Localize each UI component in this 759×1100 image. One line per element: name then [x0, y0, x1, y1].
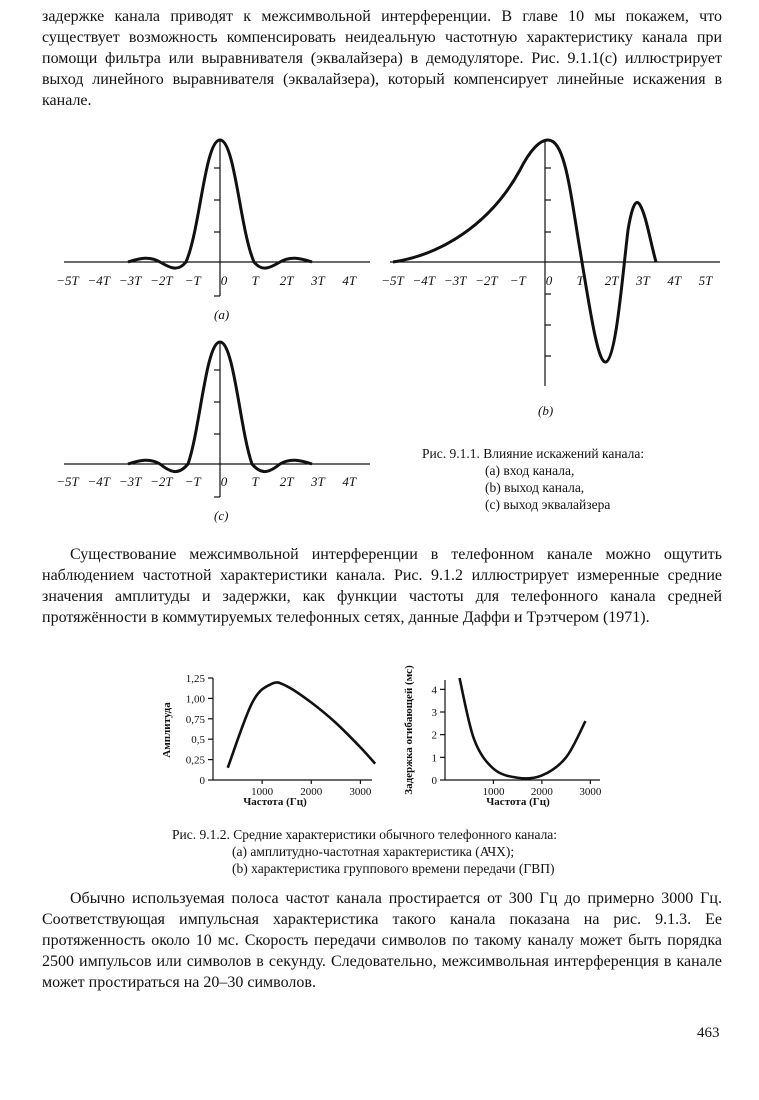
figure-2-caption-b: (b) характеристика группового времени передачи (ГВП) [232, 861, 555, 876]
tick-label: −5T [381, 273, 404, 288]
tick-label: 4T [342, 474, 357, 489]
tick-label: −5T [56, 474, 79, 489]
figure-1-caption-title: Рис. 9.1.1. Влияние искажений канала: [422, 446, 645, 461]
panel-a-label: (a) [214, 307, 230, 322]
y-tick-label: 3 [431, 707, 437, 719]
tick-label: 2T [604, 273, 619, 288]
tick-label: −2T [475, 273, 498, 288]
y-tick-label: 0,5 [191, 734, 205, 747]
y-tick-label: 4 [431, 684, 437, 697]
tick-label: −T [509, 273, 526, 288]
y-tick-label: 0 [431, 775, 437, 787]
figure-1-caption-a: (a) вход канала, [485, 463, 575, 478]
paragraph-2: Существование межсимвольной интерференции в телефонном канале можно ощутить наблюдением частотной характеристики канала. Рис. 9.1.2 иллюстрирует измеренные средние значения амплитуды и задержки, как функции частоты для телефонного канала средней протяжённости в коммутируемых телефонных сетях, данные Даффи и Трэтчером (1971). [42, 546, 722, 626]
tick-label: −T [184, 474, 201, 489]
tick-label: 4T [342, 273, 357, 288]
y-tick-label: 2 [431, 729, 437, 742]
tick-label: −3T [118, 273, 142, 288]
tick-label: 5T [698, 273, 713, 288]
tick-label: T [251, 474, 259, 489]
tick-label: −4T [87, 273, 111, 288]
tick-label: T [251, 273, 259, 288]
delay-x-label: Частота (Гц) [486, 796, 550, 808]
tick-label: −5T [56, 273, 79, 288]
figure-2-caption-a: (a) амплитудно-частотная характеристика (АЧХ); [232, 844, 515, 859]
amplitude-y-label: Амплитуда [161, 702, 173, 758]
x-tick-label: 2000 [530, 786, 553, 798]
tick-label: 0 [220, 474, 228, 489]
tick-label: T [576, 273, 584, 288]
x-tick-label: 3000 [579, 786, 602, 798]
paragraph-3: Обычно используемая полоса частот канала простирается от 300 Гц до примерно 3000 Гц. Соответствующая импульсная характеристика такого канала показана на рис. 9.1.3. Ее протяженность около 10 мс. Скорость передачи символов по такому каналу может быть порядка 2500 импульсов или символов в секунду. Следовательно, межсимвольная интерференция в канале может простираться на 20–30 символов. [42, 890, 722, 991]
tick-label: 3T [311, 273, 325, 288]
delay-chart [403, 665, 602, 808]
tick-label: 2T [279, 273, 294, 288]
figure-2-caption-title: Рис. 9.1.2. Средние характеристики обычного телефонного канала: [172, 827, 558, 842]
tick-label: −T [184, 273, 201, 288]
x-tick-label: 1000 [251, 786, 274, 798]
tick-label: 0 [545, 273, 553, 288]
tick-label: 0 [220, 273, 228, 288]
delay-curve [460, 678, 586, 778]
figure-1-caption-c: (c) выход эквалайзера [485, 497, 611, 512]
tick-label: 4T [667, 273, 682, 288]
tick-label: 2T [279, 474, 294, 489]
y-tick-label: 1,00 [185, 693, 205, 706]
y-tick-label: 0,75 [185, 713, 205, 726]
panel-b-label: (b) [538, 403, 554, 418]
paragraph-1: задержке канала приводят к межсимвольной интерференции. В главе 10 мы покажем, что существует возможность компенсировать неидеальную частотную характеристику канала при помощи фильтра или выравнивателя (эквалайзера) в демодуляторе. Рис. 9.1.1(с) иллюстрирует выход линейного выравнивателя (эквалайзера), который компенсирует линейные искажения в канале. [42, 8, 722, 109]
amplitude-curve [228, 682, 375, 767]
tick-label: −2T [150, 273, 173, 288]
x-tick-label: 2000 [300, 786, 323, 798]
tick-label: −4T [87, 474, 111, 489]
tick-label: −3T [118, 474, 142, 489]
figure-1-caption-b: (b) выход канала, [485, 480, 585, 495]
y-tick-label: 0 [199, 775, 205, 787]
x-tick-label: 1000 [482, 786, 505, 798]
y-tick-label: 0,25 [185, 754, 205, 767]
tick-label: −3T [443, 273, 467, 288]
x-tick-label: 3000 [349, 786, 372, 798]
y-tick-label: 1,25 [185, 673, 205, 685]
tick-label: 3T [636, 273, 650, 288]
panel-c-label: (c) [214, 508, 229, 523]
tick-label: −2T [150, 474, 173, 489]
y-tick-label: 1 [431, 752, 437, 765]
amplitude-x-label: Частота (Гц) [243, 796, 307, 808]
figure-2-caption [172, 826, 557, 877]
page-number: 463 [697, 1025, 720, 1041]
tick-label: 3T [311, 474, 325, 489]
amplitude-chart [161, 673, 375, 808]
tick-label: −4T [412, 273, 436, 288]
delay-y-label: Задержка огибающей (мс) [403, 665, 415, 795]
